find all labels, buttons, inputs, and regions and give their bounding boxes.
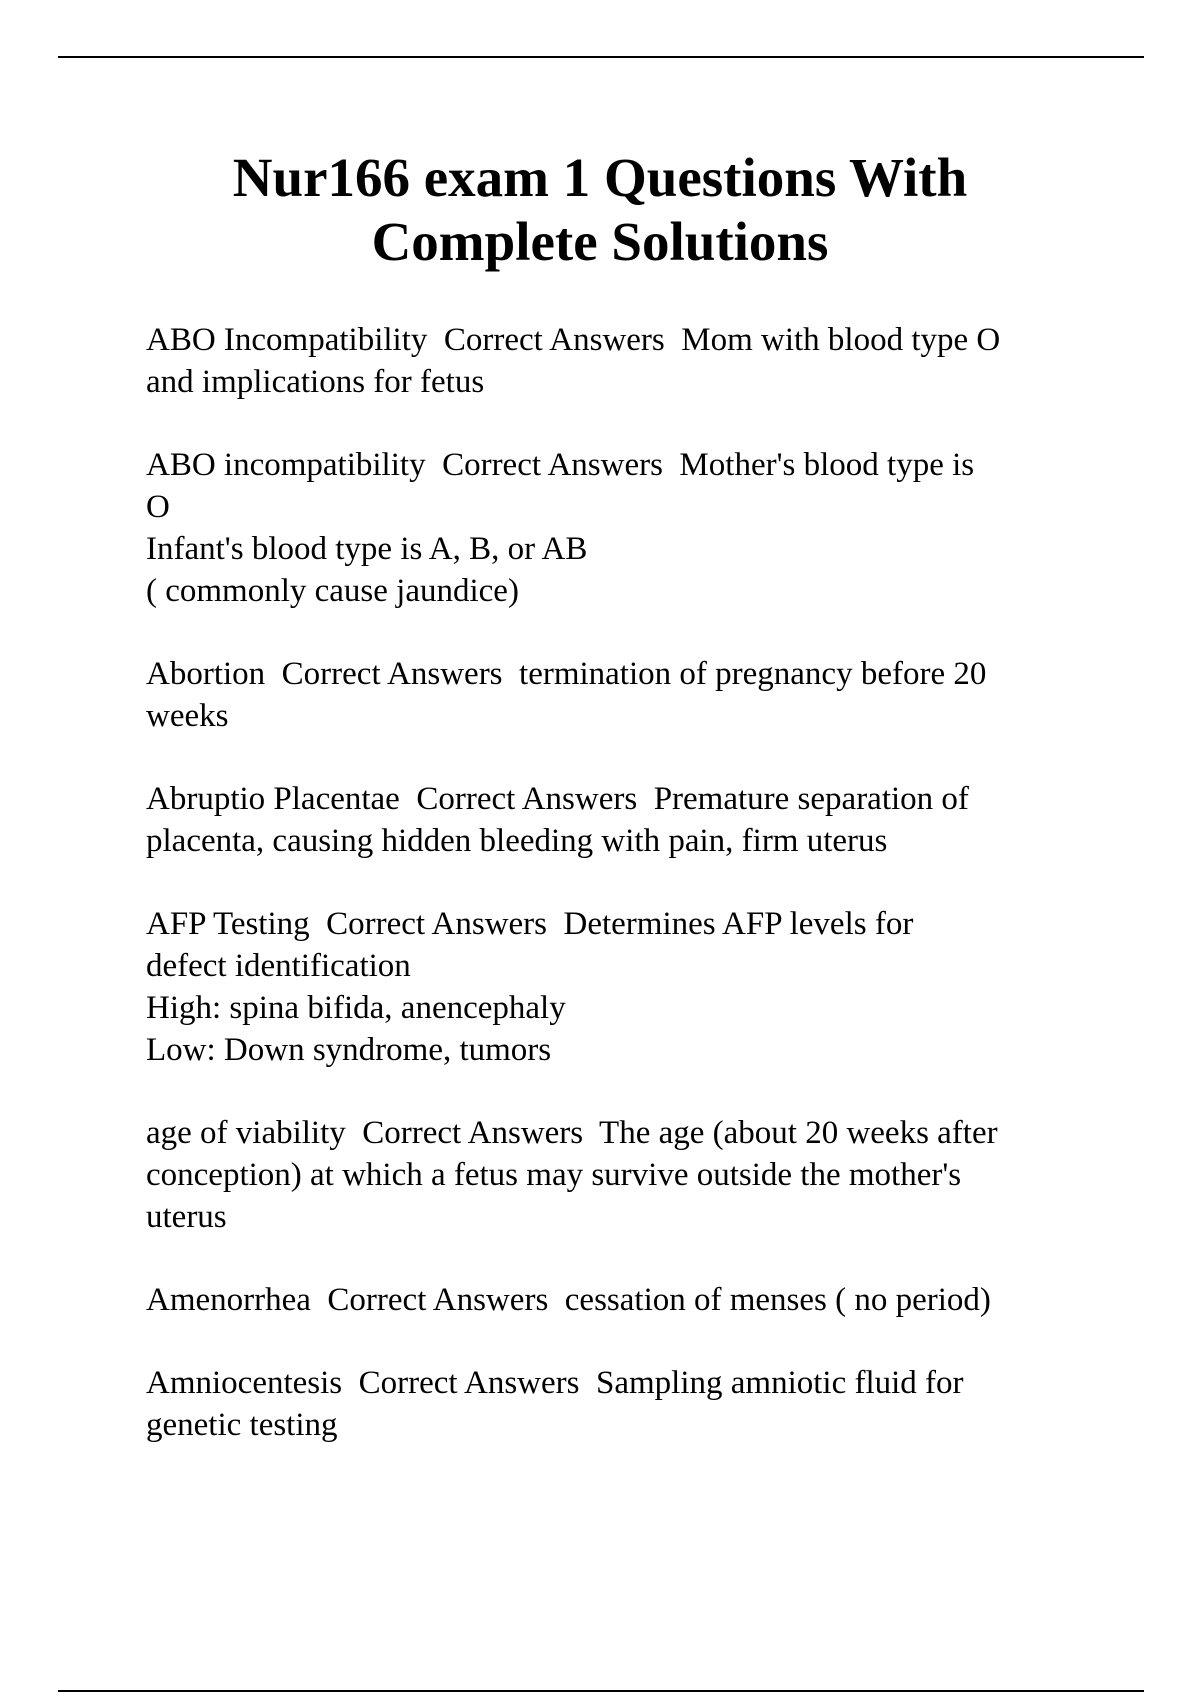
entry-line: Low: Down syndrome, tumors bbox=[146, 1032, 552, 1068]
top-rule bbox=[58, 56, 1144, 58]
entry-line: age of viability Correct Answers The age (about 20 weeks after bbox=[146, 1115, 998, 1151]
qa-entry-afp-testing bbox=[146, 903, 1146, 1071]
qa-entry-amniocentesis bbox=[146, 1362, 1146, 1446]
entry-line: uterus bbox=[146, 1199, 227, 1235]
entry-line: O bbox=[146, 489, 170, 525]
entry-line: High: spina bifida, anencephaly bbox=[146, 990, 566, 1026]
entry-line: Amenorrhea Correct Answers cessation of menses ( no period) bbox=[146, 1282, 991, 1318]
title-line: Nur166 exam 1 Questions With bbox=[232, 147, 968, 208]
qa-entry-age-of-viability bbox=[146, 1112, 1146, 1238]
entry-line: placenta, causing hidden bleeding with pain, firm uterus bbox=[146, 823, 888, 859]
qa-entry-abortion bbox=[146, 653, 1146, 737]
qa-entry-amenorrhea bbox=[146, 1279, 1146, 1321]
entry-line: and implications for fetus bbox=[146, 364, 485, 400]
title-line: Complete Solutions bbox=[371, 211, 829, 272]
entry-line: Abortion Correct Answers termination of pregnancy before 20 bbox=[146, 656, 987, 692]
qa-entry-abo-incompatibility-2 bbox=[146, 444, 1146, 612]
entry-line: weeks bbox=[146, 698, 229, 734]
entry-line: conception) at which a fetus may survive outside the mother's bbox=[146, 1157, 962, 1193]
entry-line: genetic testing bbox=[146, 1407, 338, 1443]
page-title bbox=[100, 146, 1100, 274]
entry-line: ABO Incompatibility Correct Answers Mom with blood type O bbox=[146, 322, 1001, 358]
entry-line: Abruptio Placentae Correct Answers Premature separation of bbox=[146, 781, 969, 817]
entry-line: Infant's blood type is A, B, or AB bbox=[146, 531, 588, 567]
entry-line: Amniocentesis Correct Answers Sampling amniotic fluid for bbox=[146, 1365, 964, 1401]
bottom-rule bbox=[58, 1690, 1144, 1692]
entry-line: defect identification bbox=[146, 948, 411, 984]
qa-list bbox=[146, 319, 1146, 1446]
entry-line: AFP Testing Correct Answers Determines AFP levels for bbox=[146, 906, 914, 942]
qa-entry-abo-incompatibility-1 bbox=[146, 319, 1146, 403]
qa-entry-abruptio-placentae bbox=[146, 778, 1146, 862]
entry-line: ( commonly cause jaundice) bbox=[146, 573, 519, 609]
entry-line: ABO incompatibility Correct Answers Mother's blood type is bbox=[146, 447, 975, 483]
